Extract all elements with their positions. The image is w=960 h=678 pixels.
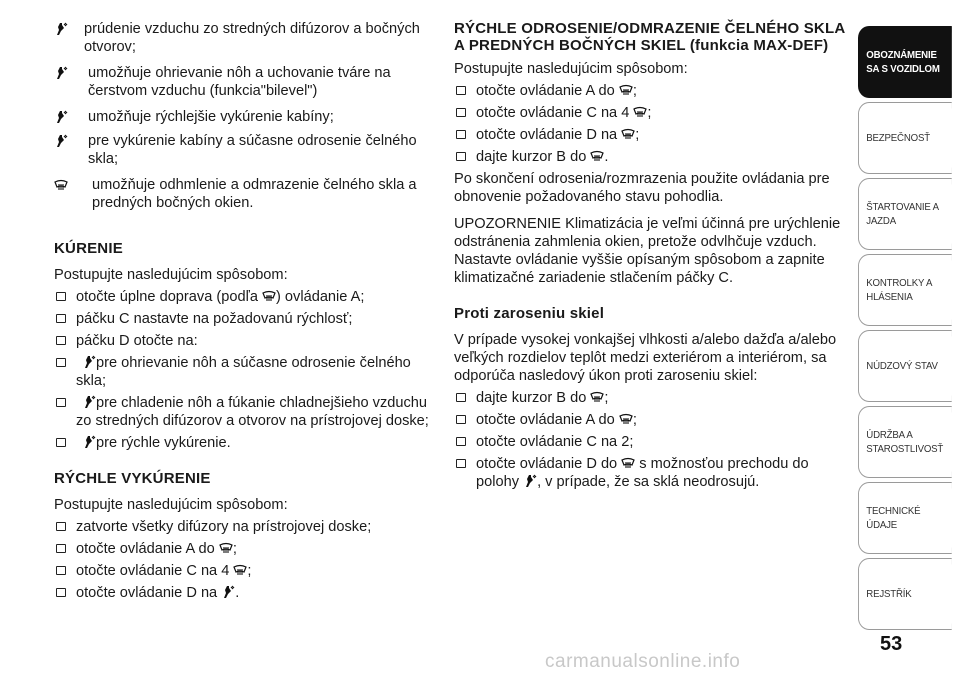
- list-item-text: ;: [604, 390, 609, 406]
- mode-item-feet: [54, 108, 440, 126]
- list-item: [454, 82, 846, 100]
- mode-item-bilevel: [54, 64, 440, 100]
- right-column: [454, 0, 846, 490]
- list-item: [454, 455, 846, 491]
- list-item-text: ) ovládanie A;: [276, 289, 365, 305]
- mode-item-text: umožňuje odhmlenie a odmrazenie čelného skla a predných bočných okien.: [92, 177, 417, 211]
- heading-heating: KÚRENIE: [54, 240, 123, 257]
- list-item: [454, 389, 846, 407]
- list-item-text: ;: [247, 563, 252, 579]
- list-item: [54, 584, 440, 602]
- list-item-text: otočte ovládanie C na 4: [76, 563, 230, 579]
- heating-section: [54, 240, 440, 452]
- list-item-text: , v prípade, že sa sklá neodrosujú.: [537, 474, 760, 490]
- list-item-text: zatvorte všetky difúzory na prístrojovej doske;: [76, 519, 372, 535]
- list-item: [454, 104, 846, 122]
- defrost-note: UPOZORNENIE Klimatizácia je veľmi účinná pre urýchlenie odstránenia zahmlenia okien, pretože odvlhčuje vzduch. Nastavte ovládanie vyššie opísaným spôsobom a zapnite klimatizačné zariadenie stlačením páčky C.: [454, 216, 841, 286]
- heading-anti-fog: Proti zaroseniu skiel: [454, 305, 605, 322]
- list-item-text: ;: [632, 83, 637, 99]
- tab-starting-driving[interactable]: ŠTARTOVANIE A JAZDA: [858, 178, 952, 250]
- feet-face-bilevel-icon: [54, 66, 68, 80]
- list-item-text: dajte kurzor B do: [476, 390, 587, 406]
- defrost-intro: Postupujte nasledujúcim spôsobom:: [454, 61, 688, 77]
- list-item-text: otočte ovládanie D do: [476, 456, 618, 472]
- windshield-defrost-icon: [590, 149, 604, 163]
- chapter-tabs: [858, 0, 960, 678]
- tab-emergency[interactable]: NÚDZOVÝ STAV: [858, 330, 952, 402]
- fog-section: [454, 305, 846, 491]
- list-item-text: otočte úplne doprava (podľa: [76, 289, 258, 305]
- windshield-defrost-icon: [633, 105, 647, 119]
- list-item-text: otočte ovládanie A do: [476, 412, 615, 428]
- mode-item-text: umožňuje rýchlejšie vykúrenie kabíny;: [88, 109, 334, 125]
- tab-warning-lights[interactable]: KONTROLKY A HLÁSENIA: [858, 254, 952, 326]
- list-item: [54, 540, 440, 558]
- windshield-defrost-icon: [54, 178, 68, 192]
- list-item-text: .: [235, 585, 240, 601]
- face-feet-vent-icon: [54, 22, 68, 36]
- heating-intro: Postupujte nasledujúcim spôsobom:: [54, 267, 288, 283]
- list-item: [454, 433, 846, 451]
- list-item: [54, 434, 440, 452]
- fog-intro: V prípade vysokej vonkajšej vlhkosti a/alebo dažďa a/alebo veľkých rozdielov teplôt medzi exteriérom a interiérom, sa odporúča nasledový úkon proti zaroseniu skiel:: [454, 332, 837, 384]
- list-item-text: .: [604, 149, 609, 165]
- list-item: [454, 148, 846, 166]
- list-item-text: otočte ovládanie C na 2;: [476, 434, 634, 450]
- face-feet-vent-icon: [221, 585, 235, 599]
- tab-maintenance[interactable]: ÚDRŽBA A STAROSTLIVOSŤ: [858, 406, 952, 478]
- list-item: [454, 411, 846, 429]
- list-item-text: pre ohrievanie nôh a súčasne odrosenie čelného skla;: [76, 355, 411, 389]
- feet-windshield-icon: [523, 474, 537, 488]
- feet-windshield-icon: [82, 355, 96, 369]
- list-item-text: páčku D otočte na:: [76, 333, 198, 349]
- list-item: [54, 288, 440, 306]
- mode-item-text: umožňuje ohrievanie nôh a uchovanie tváre na čerstvom vzduchu (funkcia"bilevel"): [88, 65, 391, 99]
- feet-vent-icon: [82, 435, 96, 449]
- tab-overview[interactable]: OBOZNÁMENIE SA S VOZIDLOM: [858, 26, 952, 98]
- list-item-text: páčku C nastavte na požadovanú rýchlosť;: [76, 311, 353, 327]
- list-item-text: ;: [232, 541, 237, 557]
- watermark: carmanualsonline.info: [545, 651, 741, 672]
- list-item-text: s možnosťou prechodu do polohy: [476, 456, 809, 490]
- list-item-text: otočte ovládanie A do: [76, 541, 215, 557]
- list-item: [54, 310, 440, 328]
- tab-technical-data[interactable]: TECHNICKÉ ÚDAJE: [858, 482, 952, 554]
- list-item-text: ;: [632, 412, 637, 428]
- mode-item-text: prúdenie vzduchu zo stredných difúzorov a bočných otvorov;: [84, 21, 420, 55]
- list-item: [54, 332, 440, 350]
- windshield-defrost-icon: [233, 563, 247, 577]
- page-number: 53: [880, 633, 903, 655]
- windshield-defrost-icon: [619, 83, 633, 97]
- defrost-section: [454, 20, 846, 287]
- list-item-text: otočte ovládanie A do: [476, 83, 615, 99]
- mode-item-feet-windshield: [54, 132, 440, 168]
- list-item-text: ;: [635, 127, 640, 143]
- left-column: [54, 0, 440, 601]
- tab-index[interactable]: REJSTŘÍK: [858, 558, 952, 630]
- windshield-defrost-icon: [619, 412, 633, 426]
- mode-item-text: pre vykúrenie kabíny a súčasne odrosenie čelného skla;: [88, 133, 417, 167]
- list-item-text: ;: [647, 105, 652, 121]
- list-item-text: otočte ovládanie C na 4: [476, 105, 630, 121]
- list-item: [54, 562, 440, 580]
- feet-windshield-icon: [54, 134, 68, 148]
- windshield-defrost-icon: [262, 289, 276, 303]
- defrost-after: Po skončení odrosenia/rozmrazenia použite ovládania pre obnovenie požadovaného stavu pohodlia.: [454, 171, 830, 205]
- quick-heating-intro: Postupujte nasledujúcim spôsobom:: [54, 497, 288, 513]
- list-item: [54, 394, 440, 430]
- heading-quick-heating: RÝCHLE VYKÚRENIE: [54, 470, 211, 487]
- list-item-text: otočte ovládanie D na: [476, 127, 618, 143]
- face-feet-vent-icon: [82, 395, 96, 409]
- list-item: [54, 354, 440, 390]
- windshield-defrost-icon: [219, 541, 233, 555]
- quick-heating-section: [54, 470, 440, 602]
- windshield-defrost-icon: [621, 456, 635, 470]
- list-item: [54, 518, 440, 536]
- mode-item-face-feet: [54, 20, 440, 56]
- heading-max-def: RÝCHLE ODROSENIE/ODMRAZENIE ČELNÉHO SKLA A PREDNÝCH BOČNÝCH SKIEL (funkcia MAX-DEF): [454, 20, 845, 54]
- feet-vent-icon: [54, 110, 68, 124]
- list-item-text: pre chladenie nôh a fúkanie chladnejšieho vzduchu zo stredných difúzorov a otvorov na prístrojovej doske;: [76, 395, 429, 429]
- list-item: [454, 126, 846, 144]
- list-item-text: pre rýchle vykúrenie.: [96, 435, 231, 451]
- list-item-text: dajte kurzor B do: [476, 149, 587, 165]
- windshield-defrost-icon: [590, 390, 604, 404]
- tab-safety[interactable]: BEZPEČNOSŤ: [858, 102, 952, 174]
- windshield-defrost-icon: [621, 127, 635, 141]
- list-item-text: otočte ovládanie D na: [76, 585, 218, 601]
- mode-item-defrost: [54, 176, 440, 212]
